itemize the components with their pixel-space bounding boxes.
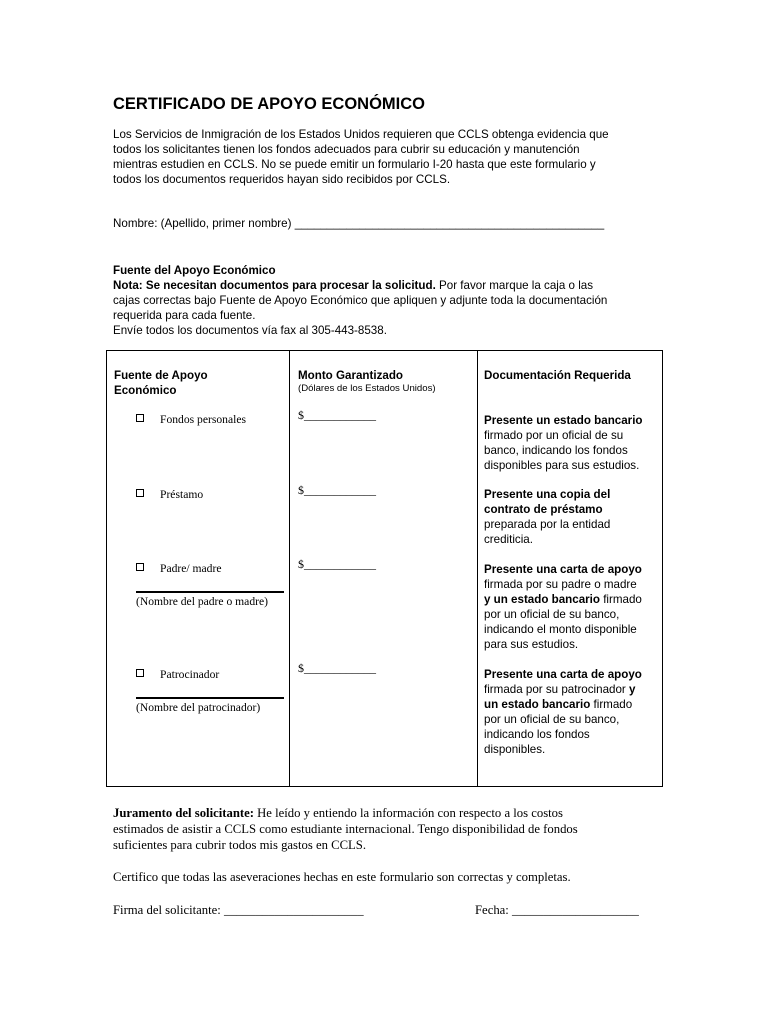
doc-line: indicando el monto disponible xyxy=(484,623,637,636)
source-label: Padre/ madre xyxy=(160,562,222,575)
doc-line: preparada por la entidad xyxy=(484,518,611,531)
checkbox[interactable] xyxy=(136,563,144,571)
doc-requirement xyxy=(484,413,664,473)
doc-line xyxy=(484,592,664,607)
doc-line: disponibles para sus estudios. xyxy=(484,459,640,472)
amount-field[interactable]: $____________ xyxy=(298,408,376,422)
intro-paragraph xyxy=(113,127,673,187)
doc-line-tail: firmado xyxy=(590,698,633,711)
source-option-personal[interactable] xyxy=(136,413,246,426)
funding-source-heading: Fuente del Apoyo Económico xyxy=(113,264,276,277)
oath-text: He leído y entiendo la información con respecto a los costos xyxy=(253,806,563,820)
doc-line: para sus estudios. xyxy=(484,638,579,651)
doc-line: firmada por su padre o madre xyxy=(484,578,637,591)
doc-line: disponibles. xyxy=(484,743,546,756)
amount-field[interactable]: $____________ xyxy=(298,557,376,571)
oath-line xyxy=(113,805,673,821)
fax-line: Envíe todos los documentos vía fax al 305-443-8538. xyxy=(113,324,387,337)
oath-label: Juramento del solicitante: xyxy=(113,806,254,820)
header-source-line: Fuente de Apoyo xyxy=(114,369,208,382)
oath-line: estimados de asistir a CCLS como estudiante internacional. Tengo disponibilidad de fondos xyxy=(113,822,578,836)
doc-line xyxy=(484,697,664,712)
note-line xyxy=(113,278,607,293)
name-field[interactable]: Nombre: (Apellido, primer nombre) ________________________________________________ xyxy=(113,217,605,230)
doc-line: por un oficial de su banco, xyxy=(484,713,620,726)
sponsor-name-label: (Nombre del patrocinador) xyxy=(136,701,261,714)
doc-requirement xyxy=(484,667,664,757)
doc-line-tail: firmado xyxy=(599,593,642,606)
header-source-line: Económico xyxy=(114,384,177,397)
source-label: Patrocinador xyxy=(160,668,220,681)
sponsor-name-line[interactable] xyxy=(136,697,284,699)
doc-line: crediticia. xyxy=(484,533,533,546)
doc-line: Presente un estado bancario xyxy=(484,414,643,427)
source-option-parent[interactable] xyxy=(136,562,221,575)
header-amount-label: Monto Garantizado xyxy=(298,369,403,382)
doc-line: banco, indicando los fondos xyxy=(484,444,628,457)
doc-line xyxy=(484,682,664,697)
applicant-oath xyxy=(113,805,673,853)
amount-field[interactable]: $____________ xyxy=(298,661,376,675)
column-divider xyxy=(289,351,290,786)
doc-line: Presente una copia del xyxy=(484,488,611,501)
doc-line: por un oficial de su banco, xyxy=(484,608,620,621)
date-field[interactable]: Fecha: ____________________ xyxy=(475,903,639,917)
doc-requirement xyxy=(484,487,664,547)
header-source xyxy=(114,368,208,398)
intro-line: todos los documentos requeridos hayan sido recibidos por CCLS. xyxy=(113,173,451,186)
doc-line: Presente una carta de apoyo xyxy=(484,563,642,576)
source-label: Fondos personales xyxy=(160,413,246,426)
source-option-loan[interactable] xyxy=(136,488,203,501)
parent-name-label: (Nombre del padre o madre) xyxy=(136,595,268,608)
signature-field[interactable]: Firma del solicitante: ______________________ xyxy=(113,903,364,917)
doc-line-bold: un estado bancario xyxy=(484,698,591,711)
header-amount xyxy=(298,368,436,394)
amount-field[interactable]: $____________ xyxy=(298,483,376,497)
header-docs: Documentación Requerida xyxy=(484,369,631,382)
doc-line: indicando los fondos xyxy=(484,728,590,741)
doc-line: firmado por un oficial de su xyxy=(484,429,624,442)
funding-table xyxy=(106,350,663,787)
checkbox[interactable] xyxy=(136,414,144,422)
parent-name-line[interactable] xyxy=(136,591,284,593)
checkbox[interactable] xyxy=(136,669,144,677)
doc-line-tail-bold: y xyxy=(625,683,636,696)
note-line: requerida para cada fuente. xyxy=(113,309,256,322)
doc-requirement xyxy=(484,562,664,652)
oath-line: suficientes para cubrir todos mis gastos en CCLS. xyxy=(113,838,367,852)
doc-line: contrato de préstamo xyxy=(484,503,603,516)
intro-line: todos los solicitantes tienen los fondos adecuados para cubrir su educación y manutención xyxy=(113,143,580,156)
header-amount-sub: (Dólares de los Estados Unidos) xyxy=(298,383,436,394)
page-title: CERTIFICADO DE APOYO ECONÓMICO xyxy=(113,95,425,113)
source-label: Préstamo xyxy=(160,488,204,501)
intro-line: Los Servicios de Inmigración de los Estados Unidos requieren que CCLS obtenga evidencia que xyxy=(113,128,609,141)
doc-line: Presente una carta de apoyo xyxy=(484,668,642,681)
source-option-sponsor[interactable] xyxy=(136,668,219,681)
note-line: cajas correctas bajo Fuente de Apoyo Económico que apliquen y adjunte toda la documentación xyxy=(113,294,608,307)
doc-line-text: firmada por su patrocinador xyxy=(484,683,626,696)
note-bold: Nota: Se necesitan documentos para procesar la solicitud. xyxy=(113,279,436,292)
intro-line: mientras estudien en CCLS. No se puede emitir un formulario I-20 hasta que este formulario y xyxy=(113,158,596,171)
column-divider xyxy=(477,351,478,786)
certification-statement: Certifico que todas las aseveraciones hechas en este formulario son correctas y completas. xyxy=(113,870,571,884)
note-rest: Por favor marque la caja o las xyxy=(435,279,594,292)
funding-source-section xyxy=(113,263,607,338)
checkbox[interactable] xyxy=(136,489,144,497)
doc-line-bold: y un estado bancario xyxy=(484,593,600,606)
